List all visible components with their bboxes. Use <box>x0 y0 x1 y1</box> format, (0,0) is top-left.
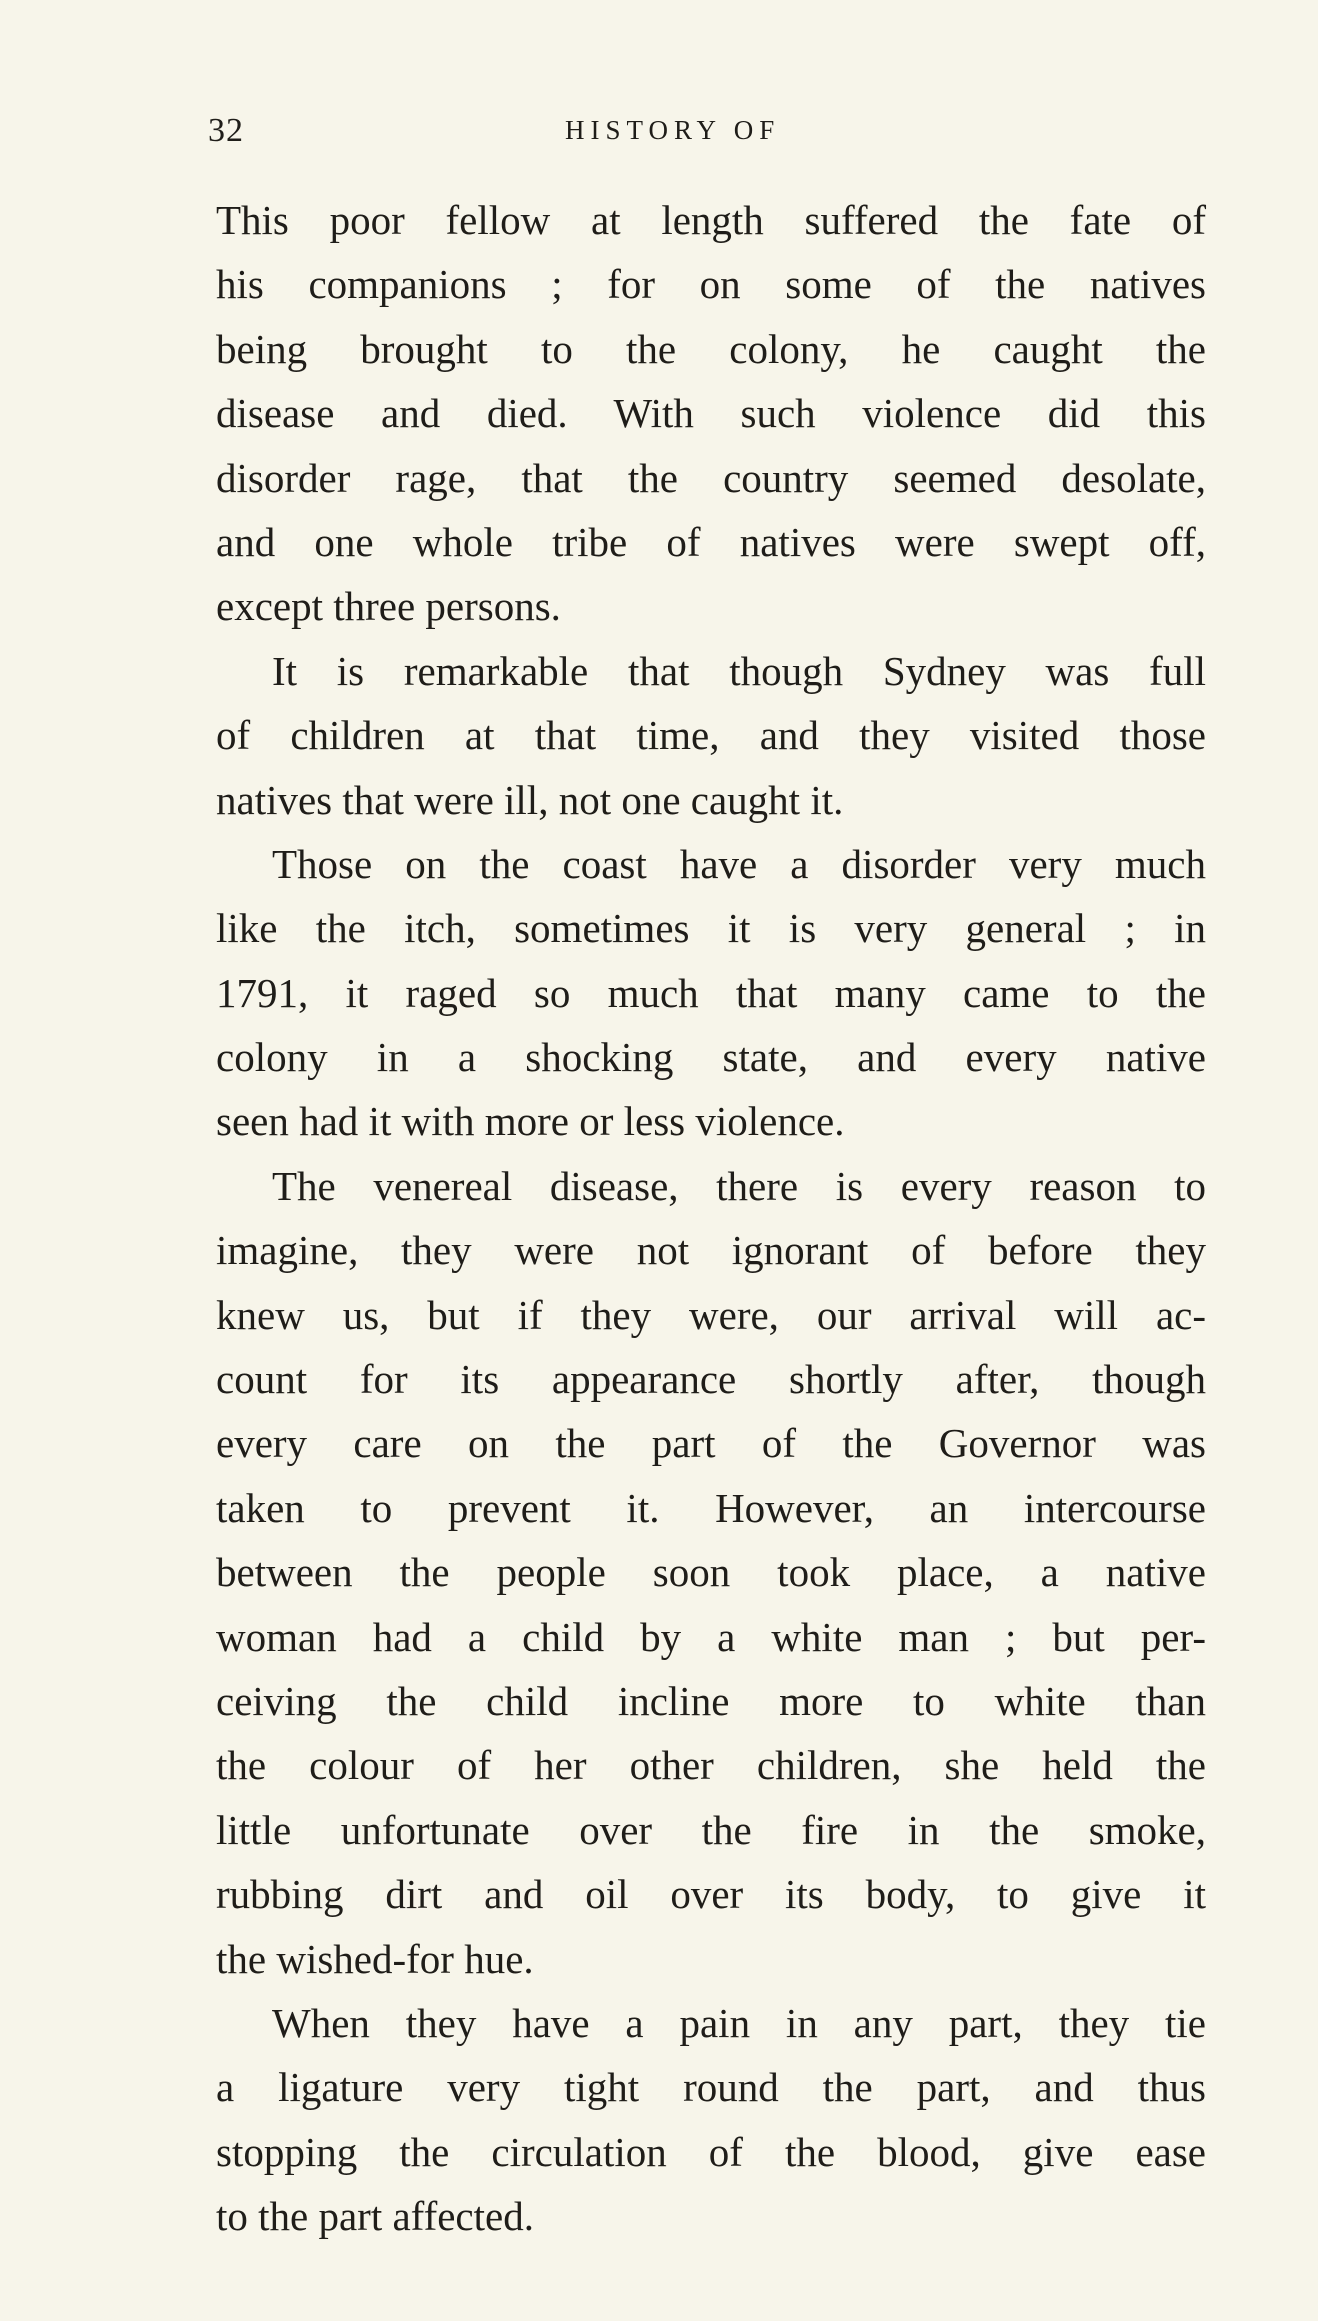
text-line: except three persons. <box>216 583 561 630</box>
text-line: between the people soon took place, a native <box>216 1549 1206 1596</box>
text-line: like the itch, sometimes it is very general ; in <box>216 905 1206 952</box>
text-line: taken to prevent it. However, an intercourse <box>216 1484 1206 1531</box>
text-line: woman had a child by a white man ; but per- <box>216 1613 1206 1660</box>
text-line: ceiving the child incline more to white than <box>216 1677 1206 1724</box>
text-line: natives that were ill, not one caught it. <box>216 776 844 823</box>
text-line: and one whole tribe of natives were swept off, <box>216 518 1206 565</box>
text-line: being brought to the colony, he caught the <box>216 325 1206 372</box>
text-line: When they have a pain in any part, they tie <box>272 1999 1206 2046</box>
running-title: HISTORY OF <box>565 115 781 145</box>
text-line: imagine, they were not ignorant of before they <box>216 1227 1206 1274</box>
text-line: every care on the part of the Governor was <box>216 1420 1206 1467</box>
text-line: knew us, but if they were, our arrival will ac- <box>216 1291 1206 1338</box>
running-head <box>208 112 1208 162</box>
text-line: of children at that time, and they visited those <box>216 712 1206 759</box>
text-line: 1791, it raged so much that many came to the <box>216 969 1206 1016</box>
text-line: the colour of her other children, she held the <box>216 1742 1206 1789</box>
text-line: disorder rage, that the country seemed desolate, <box>216 454 1206 501</box>
page-number: 32 <box>208 112 244 149</box>
text-line: disease and died. With such violence did this <box>216 390 1206 437</box>
text-line: a ligature very tight round the part, and thus <box>216 2064 1206 2111</box>
text-line: rubbing dirt and oil over its body, to give it <box>216 1871 1206 1918</box>
text-line: little unfortunate over the fire in the smoke, <box>216 1806 1206 1853</box>
text-line: The venereal disease, there is every reason to <box>272 1162 1206 1209</box>
text-line: his companions ; for on some of the natives <box>216 261 1206 308</box>
text-line: stopping the circulation of the blood, give ease <box>216 2128 1206 2175</box>
text-line: count for its appearance shortly after, though <box>216 1356 1206 1403</box>
text-line: to the part affected. <box>216 2193 534 2240</box>
text-line: It is remarkable that though Sydney was full <box>272 647 1206 694</box>
text-line: This poor fellow at length suffered the fate of <box>216 197 1206 243</box>
text-line: the wished-for hue. <box>216 1935 534 1982</box>
text-line: Those on the coast have a disorder very much <box>272 840 1206 887</box>
text-line: colony in a shocking state, and every native <box>216 1034 1206 1081</box>
body-text <box>216 188 1206 2249</box>
text-line: seen had it with more or less violence. <box>216 1098 845 1145</box>
